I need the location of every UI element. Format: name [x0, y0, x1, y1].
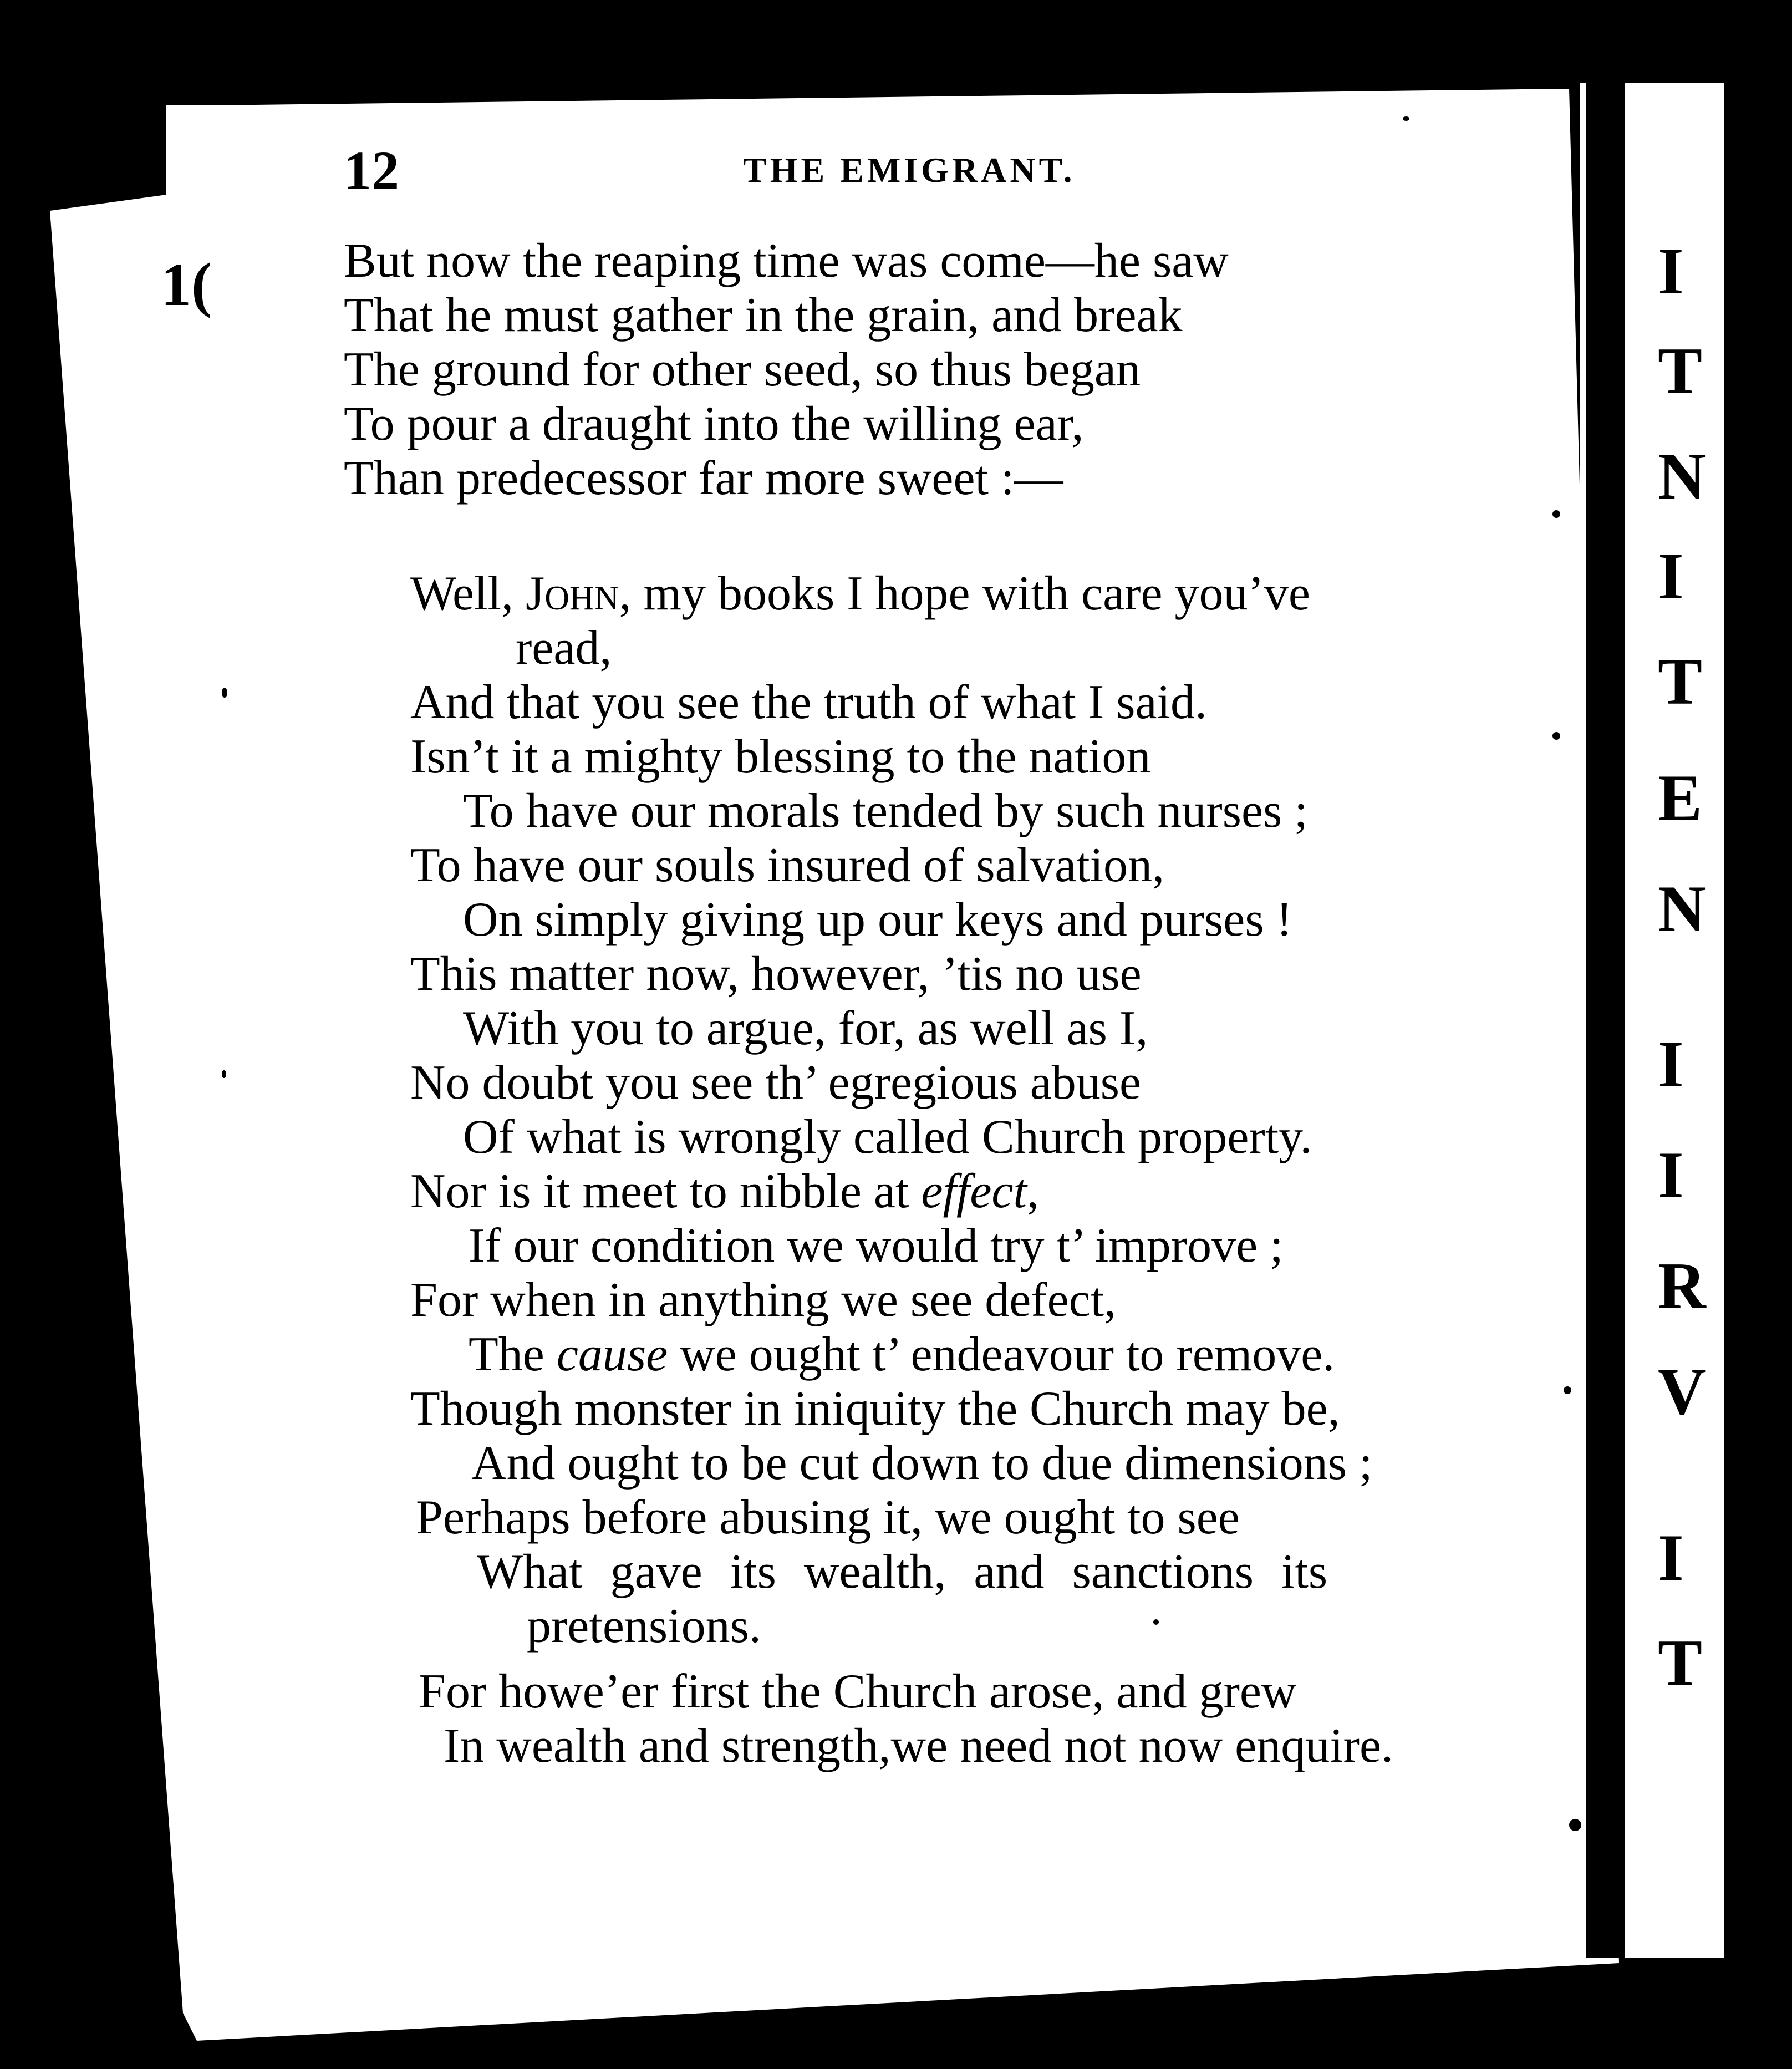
speech-line: The cause we ought t’ endeavour to remove.	[469, 1328, 1335, 1381]
previous-page-fragment: 1(	[161, 251, 212, 318]
book-gutter	[1586, 83, 1625, 1958]
speech-line: Perhaps before abusing it, we ought to see	[416, 1491, 1240, 1544]
character-name: John	[525, 567, 619, 621]
emphasis: effect	[921, 1165, 1027, 1218]
page-number: 12	[344, 140, 399, 201]
speech-line: This matter now, however, ’tis no use	[410, 947, 1142, 1001]
facing-page-letter: R	[1658, 1249, 1706, 1323]
speech-line: No doubt you see th’ egregious abuse	[410, 1056, 1142, 1110]
facing-page-letter: I	[1658, 1138, 1684, 1212]
facing-page-letter: T	[1658, 1626, 1703, 1700]
facing-page-letters	[1658, 0, 1769, 2069]
scan-speck	[1552, 510, 1560, 518]
speech-line: If our condition we would try t’ improve ;	[469, 1219, 1284, 1273]
narrative-line: That he must gather in the grain, and break	[344, 288, 1183, 342]
scan-speck	[222, 688, 227, 698]
speech-line: Of what is wrongly called Church property.	[463, 1110, 1312, 1164]
facing-page-letter: T	[1658, 334, 1703, 408]
facing-page-letter: T	[1658, 644, 1703, 718]
speech-line: What gave its wealth, and sanctions its	[477, 1545, 1328, 1599]
narrative-line: To pour a draught into the willing ear,	[344, 397, 1084, 451]
running-title: THE EMIGRANT.	[743, 150, 1076, 190]
speech-line: pretensions.	[527, 1599, 761, 1653]
emphasis: cause	[556, 1328, 668, 1381]
scan-speck	[222, 1070, 226, 1078]
narrative-line: The ground for other seed, so thus began	[344, 343, 1141, 396]
speech-line: Though monster in iniquity the Church may be,	[410, 1382, 1340, 1436]
facing-page-letter: I	[1658, 1521, 1684, 1594]
speech-line: And ought to be cut down to due dimensions ;	[471, 1436, 1373, 1490]
speech-line: read,	[516, 621, 612, 675]
speech-line: For howe’er first the Church arose, and grew	[419, 1665, 1297, 1719]
page-header	[344, 139, 1342, 211]
speech-line: To have our morals tended by such nurses ;	[463, 784, 1308, 838]
facing-page-letter: I	[1658, 234, 1684, 308]
speech-line: Well, John, my books I hope with care you’ve	[410, 567, 1310, 621]
narrative-line: But now the reaping time was come—he saw	[344, 234, 1229, 288]
speech-line: To have our souls insured of salvation,	[410, 838, 1165, 892]
speech-line: And that you see the truth of what I said.	[410, 675, 1208, 729]
speech-line: Nor is it meet to nibble at effect,	[410, 1165, 1039, 1218]
speech-line: Isn’t it a mighty blessing to the nation	[410, 730, 1151, 784]
facing-page-letter: N	[1658, 872, 1706, 945]
scan-speck	[1569, 1819, 1581, 1831]
speech-line: In wealth and strength,we need not now enquire.	[444, 1719, 1394, 1773]
scan-speck	[1564, 1386, 1571, 1394]
speech-line: For when in anything we see defect,	[410, 1273, 1117, 1327]
speech-line: On simply giving up our keys and purses !	[463, 893, 1292, 947]
narrative-line: Than predecessor far more sweet :—	[344, 451, 1063, 505]
scan-speck	[1552, 732, 1560, 740]
facing-page-letter: I	[1658, 539, 1684, 613]
facing-page-letter: N	[1658, 439, 1706, 513]
scan-speck	[1403, 116, 1409, 121]
facing-page-letter: I	[1658, 1027, 1684, 1101]
speech-line: With you to argue, for, as well as I,	[463, 1002, 1148, 1055]
scan-speck	[1153, 1619, 1159, 1625]
facing-page-letter: E	[1658, 761, 1703, 835]
facing-page-letter: V	[1658, 1354, 1706, 1428]
